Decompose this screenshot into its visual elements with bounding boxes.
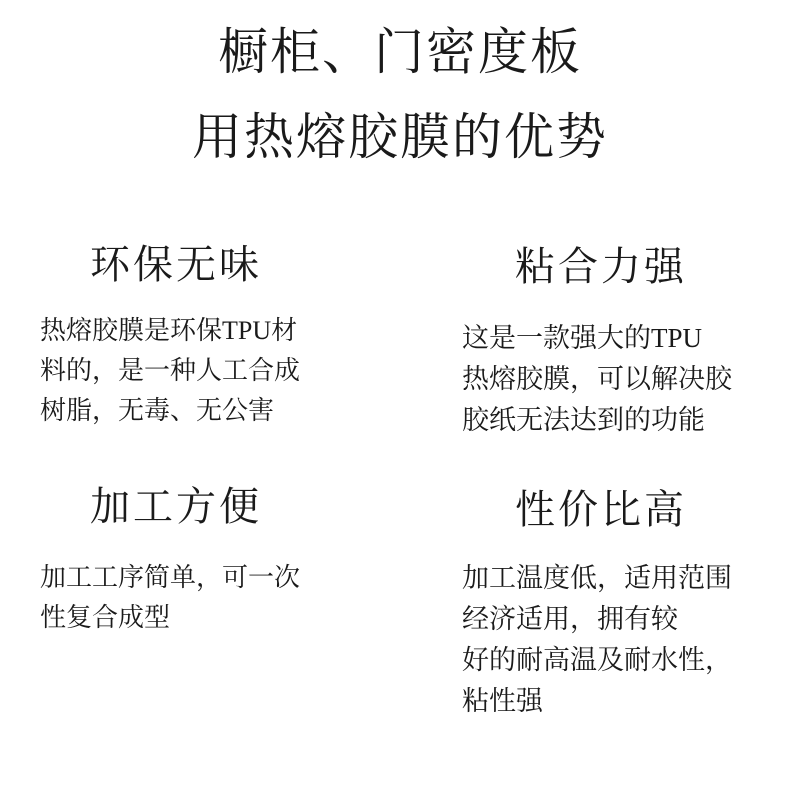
poster-title-line-1: 橱柜、门密度板 <box>218 24 582 80</box>
section-body-cost-effective <box>462 558 740 722</box>
body-line: 加工温度低，适用范围 <box>462 563 732 593</box>
body-line: 这是一款强大的TPU <box>462 323 703 353</box>
section-easy-processing <box>40 485 312 638</box>
body-line: 热熔胶膜是环保TPU材 <box>40 316 298 345</box>
section-heading-cost-effective: 性价比高 <box>515 487 687 532</box>
body-line: 经济适用，拥有较 <box>462 604 678 634</box>
body-line: 好的耐高温及耐水性， <box>462 645 732 675</box>
body-line: 性复合成型 <box>40 603 171 632</box>
section-strong-adhesion <box>462 245 740 441</box>
section-body-strong-adhesion <box>462 318 740 441</box>
body-line: 热熔胶膜，可以解决胶 <box>462 364 732 394</box>
body-line: 料的，是一种人工合成 <box>40 356 301 385</box>
body-line: 树脂，无毒、无公害 <box>40 396 275 425</box>
section-body-easy-processing <box>40 558 312 638</box>
section-body-eco-friendly <box>40 311 312 431</box>
body-line: 胶纸无法达到的功能 <box>462 405 705 435</box>
body-line: 粘性强 <box>462 686 543 716</box>
body-line: 加工工序简单，可一次 <box>40 563 301 592</box>
poster-title <box>0 10 800 180</box>
section-cost-effective <box>462 488 740 722</box>
section-heading-easy-processing: 加工方便 <box>90 484 262 529</box>
poster-title-line-2: 用热熔胶膜的优势 <box>192 109 608 165</box>
section-heading-strong-adhesion: 粘合力强 <box>515 244 687 289</box>
section-heading-eco-friendly: 环保无味 <box>90 242 262 287</box>
section-eco-friendly <box>40 243 312 431</box>
